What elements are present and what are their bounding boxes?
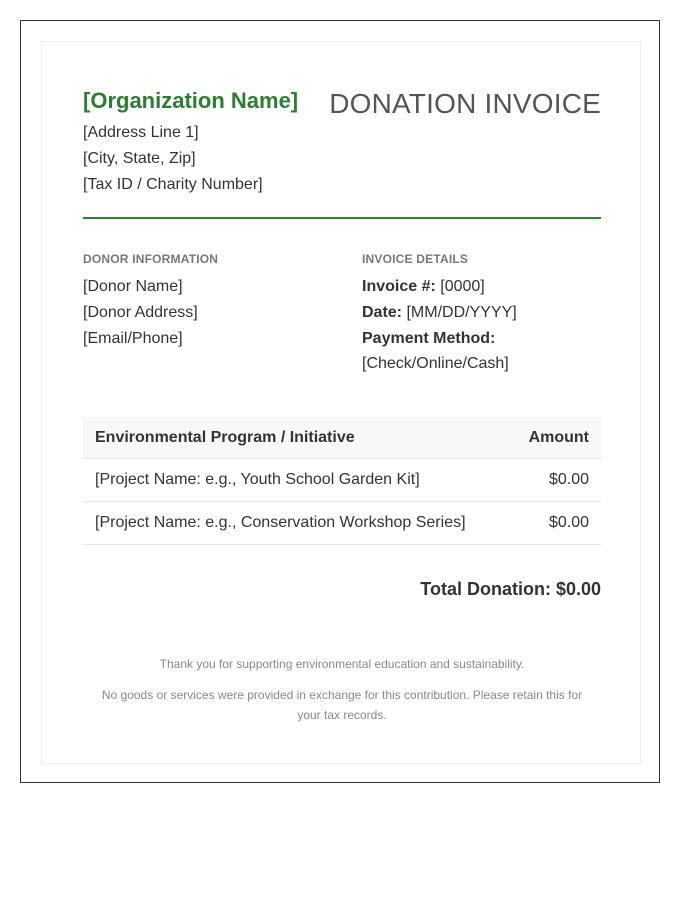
invoice-date-label: Date:: [362, 304, 403, 321]
donor-name: [Donor Name]: [83, 278, 183, 295]
table-row: [83, 502, 601, 545]
organization-tax-id: [Tax ID / Charity Number]: [83, 176, 263, 193]
organization-name: [Organization Name]: [83, 88, 299, 113]
invoice-number-label: Invoice #:: [362, 278, 436, 295]
header-program: Environmental Program / Initiative: [95, 428, 355, 446]
organization-city-state-zip: [City, State, Zip]: [83, 150, 196, 167]
invoice-number: [362, 278, 485, 296]
total-label: Total Donation:: [420, 579, 551, 599]
donor-heading: DONOR INFORMATION: [83, 252, 219, 266]
header-divider: [83, 217, 601, 219]
invoice-number-value: [0000]: [440, 278, 485, 295]
payment-method-value: [Check/Online/Cash]: [362, 355, 509, 372]
row-amount: $0.00: [548, 514, 589, 531]
document-title: DONATION INVOICE: [329, 88, 601, 119]
row-program: [Project Name: e.g., Conservation Workshop Series]: [95, 514, 466, 531]
footer-thanks: Thank you for supporting environmental education and sustainability.: [159, 657, 525, 671]
donor-address: [Donor Address]: [83, 304, 198, 321]
donation-table: [83, 417, 601, 545]
invoice-date-value: [MM/DD/YYYY]: [406, 304, 517, 321]
footer-notice: No goods or services were provided in exchange for this contribution. Please retain this for your tax records.: [101, 688, 583, 722]
page-frame: [20, 20, 660, 783]
donor-contact: [Email/Phone]: [83, 330, 183, 347]
header-amount: Amount: [528, 428, 589, 446]
table-header: [83, 417, 601, 459]
table-row: [83, 459, 601, 502]
payment-method-label-text: Payment Method:: [362, 330, 496, 347]
invoice-sheet: [41, 41, 641, 764]
organization-address: [Address Line 1]: [83, 124, 199, 141]
payment-method-label: [362, 330, 495, 348]
invoice-heading: INVOICE DETAILS: [362, 252, 469, 266]
invoice-date: [362, 304, 517, 322]
row-amount: $0.00: [548, 471, 589, 488]
row-program: [Project Name: e.g., Youth School Garden Kit]: [95, 471, 420, 488]
total-value: $0.00: [555, 579, 601, 599]
total-donation: [420, 579, 601, 600]
